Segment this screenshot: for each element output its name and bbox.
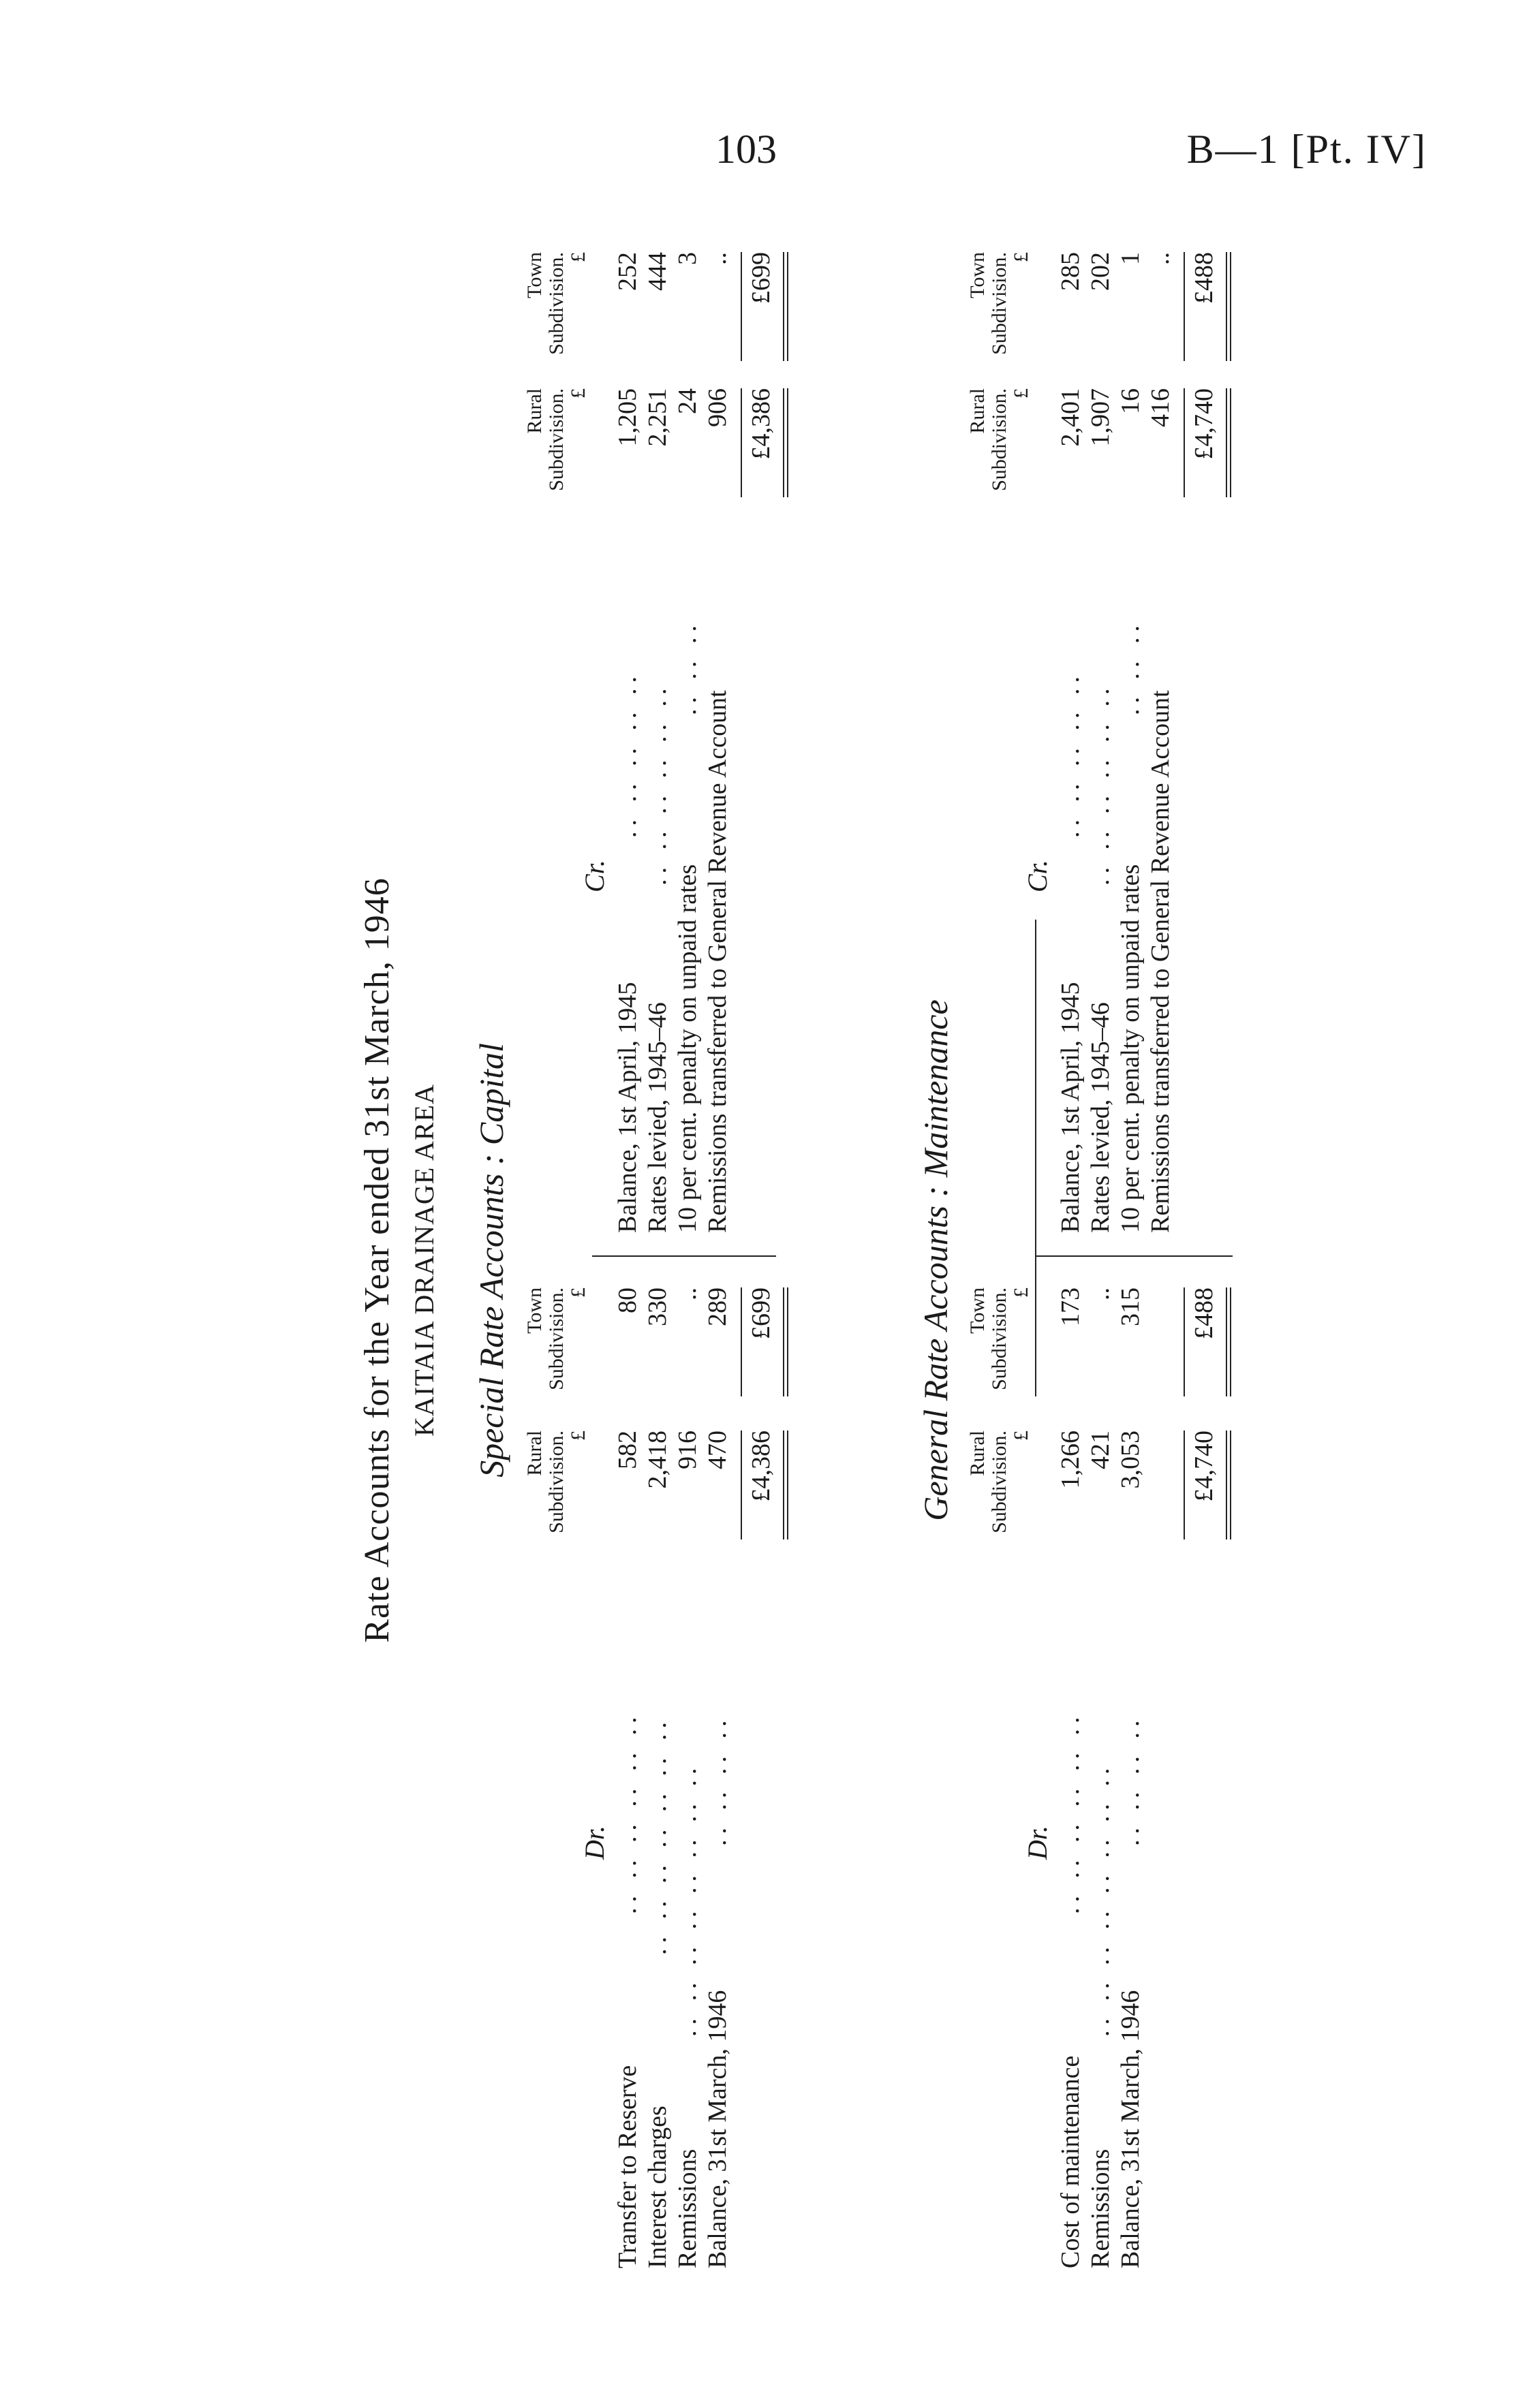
- town-column-header: Town Subdivision. £: [523, 1287, 589, 1390]
- table-row: Balance, 1st April, 1945 .. .. .. .. .. 2,401 285: [1056, 252, 1085, 1233]
- rural-column-header: Rural Subdivision. £: [523, 388, 589, 491]
- debit-total-rural: £4,740: [1190, 1430, 1218, 1502]
- town-column-header: Town Subdivision. £: [523, 252, 589, 355]
- table-row: Remissions .. .. .. .. .. .. .. .. 421 ..: [1086, 1287, 1115, 2268]
- table-row: Remissions transferred to General Revenue Account 906 ..: [703, 252, 732, 1233]
- table-row: Balance, 31st March, 1946 .. .. .. .. 3,053 315: [1116, 1287, 1145, 2268]
- document-reference: B—1 [Pt. IV]: [1186, 127, 1427, 172]
- debit-label: Dr.: [579, 1825, 610, 1860]
- credit-total-town: £488: [1190, 252, 1218, 304]
- table-row: Remissions .. .. .. .. .. .. .. .. 916 ..: [673, 1287, 702, 2268]
- credit-label: Cr.: [579, 860, 610, 892]
- area-title: KAITAIA DRAINAGE AREA: [409, 1084, 439, 1437]
- general-section-title: General Rate Accounts : Maintenance: [916, 999, 955, 1521]
- rural-column-header: Rural Subdivision. £: [523, 1430, 589, 1533]
- table-row: 10 per cent. penalty on unpaid rates .. .. .. 16 1: [1116, 252, 1145, 1233]
- table-row: Rates levied, 1945–46 .. .. .. .. .. .. 2,251 444: [643, 252, 672, 1233]
- rural-column-header: Rural Subdivision. £: [966, 1430, 1032, 1533]
- table-row: Balance, 1st April, 1945 .. .. .. .. .. 1,205 252: [613, 252, 642, 1233]
- title-block: [350, 238, 440, 2282]
- credit-total-town: £699: [747, 252, 775, 304]
- debit-label: Dr.: [1022, 1825, 1053, 1860]
- table-row: Cost of maintenance .. .. .. .. .. .. 1,266 173: [1056, 1287, 1085, 2268]
- table-row: 10 per cent. penalty on unpaid rates .. .. .. 24 3: [673, 252, 702, 1233]
- rotated-content: [350, 238, 1440, 2282]
- credit-total-rural: £4,386: [747, 388, 775, 460]
- debit-total-rural: £4,386: [747, 1430, 775, 1502]
- credit-total-rural: £4,740: [1190, 388, 1218, 460]
- column-divider: [592, 1255, 776, 1257]
- town-column-header: Town Subdivision. £: [966, 252, 1032, 355]
- table-row: Interest charges .. .. .. .. .. .. .. 2,418 330: [643, 1287, 672, 2268]
- page-header: [0, 126, 1529, 181]
- rural-column-header: Rural Subdivision. £: [966, 388, 1032, 491]
- town-column-header: Town Subdivision. £: [966, 1287, 1032, 1390]
- table-row: Rates levied, 1945–46 .. .. .. .. .. .. 1,907 202: [1086, 252, 1115, 1233]
- debit-total-town: £699: [747, 1287, 775, 1339]
- credit-label: Cr.: [1022, 860, 1053, 892]
- table-row: Transfer to Reserve .. .. .. .. .. .. 582 80: [613, 1287, 642, 2268]
- column-divider: [1035, 1255, 1233, 1257]
- table-row: Balance, 31st March, 1946 .. .. .. .. 470 289: [703, 1287, 732, 2268]
- page-number: 103: [715, 127, 777, 172]
- main-title: Rate Accounts for the Year ended 31st March, 1946: [358, 877, 397, 1643]
- special-section-title: Special Rate Accounts : Capital: [472, 1043, 510, 1477]
- table-row: Remissions transferred to General Revenue Account 416 ..: [1146, 252, 1175, 1233]
- debit-total-town: £488: [1190, 1287, 1218, 1339]
